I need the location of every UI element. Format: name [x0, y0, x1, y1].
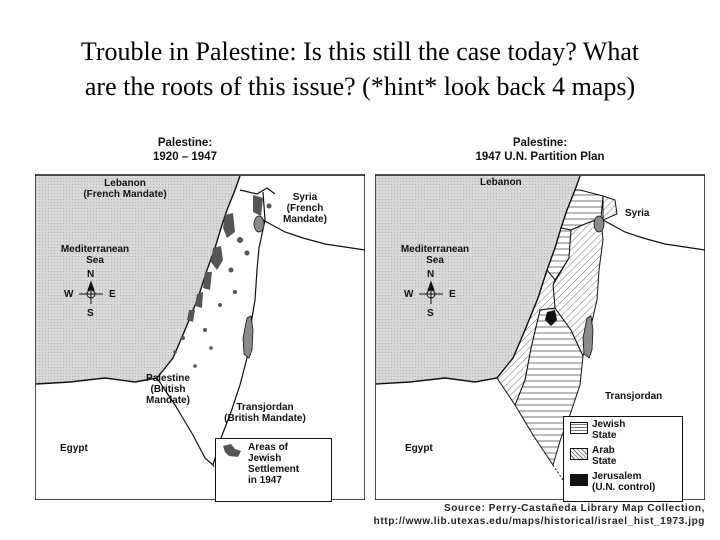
label-palestine-line3: Mandate) — [146, 395, 190, 406]
label-transjordan-line2: (British Mandate) — [224, 413, 306, 424]
label-sea-line1: Mediterranean — [400, 244, 470, 255]
label-sea-line2: Sea — [426, 255, 444, 266]
jewish-state-swatch — [570, 422, 588, 434]
arab-state-swatch — [570, 448, 588, 460]
map-left-title — [130, 136, 240, 164]
compass-s: S — [87, 308, 94, 319]
slide-title-line2: are the roots of this issue? (*hint* look back 4 maps) — [84, 72, 636, 101]
sea-of-galilee — [254, 216, 264, 232]
label-syria: Syria — [625, 208, 650, 219]
source-line1: Source: Perry-Castañeda Library Map Collection, — [443, 503, 705, 514]
label-egypt: Egypt — [405, 443, 433, 454]
legend-jewish-line2: State — [592, 430, 617, 441]
legend-line3: Settlement — [248, 464, 300, 475]
legend-jerusalem — [592, 471, 655, 493]
label-syria-line1: Syria — [292, 192, 318, 203]
label-mediterranean-sea — [385, 244, 485, 266]
label-sea-line2: Sea — [86, 255, 104, 266]
legend-jerusalem-line2: (U.N. control) — [592, 482, 656, 493]
label-lebanon: Lebanon — [480, 177, 522, 188]
label-mediterranean-sea — [45, 244, 145, 266]
compass-n: N — [87, 269, 95, 280]
map-right-legend — [563, 416, 683, 502]
map-left-title-line2: 1920 – 1947 — [153, 151, 217, 163]
map-palestine-1920-1947 — [35, 120, 365, 500]
compass-n: N — [427, 269, 435, 280]
slide-title — [20, 34, 700, 104]
legend-arab-line1: Arab — [592, 445, 615, 456]
label-palestine-line2: (British — [150, 384, 186, 395]
label-sea-line1: Mediterranean — [60, 244, 130, 255]
legend-arab-line2: State — [592, 456, 617, 467]
label-lebanon — [65, 178, 185, 200]
jerusalem-swatch — [570, 474, 588, 486]
label-syria-line3: Mandate) — [283, 214, 327, 225]
map-right-title — [425, 136, 655, 164]
map-right-title-line1: Palestine: — [512, 137, 568, 149]
label-syria-line2: (French — [286, 203, 324, 214]
map-left-title-line1: Palestine: — [157, 137, 213, 149]
label-egypt: Egypt — [60, 443, 88, 454]
label-palestine-line1: Palestine — [146, 373, 190, 384]
legend-settlement-text — [248, 442, 299, 486]
compass-e: E — [449, 289, 456, 300]
legend-jewish-state — [592, 419, 625, 441]
legend-jewish-line1: Jewish — [592, 419, 626, 430]
compass-w: W — [404, 289, 414, 300]
source-credit — [374, 502, 705, 528]
map-1947-un-partition-plan — [375, 120, 705, 500]
sea-of-galilee — [594, 216, 604, 232]
label-transjordan: Transjordan — [605, 391, 663, 402]
label-syria — [275, 192, 335, 225]
map-left-legend — [215, 438, 332, 502]
slide-title-line1: Trouble in Palestine: Is this still the case today? What — [80, 37, 640, 66]
compass-s: S — [427, 308, 434, 319]
legend-line2: Jewish — [248, 453, 282, 464]
label-palestine — [133, 373, 203, 406]
legend-arab-state — [592, 445, 616, 467]
label-lebanon-line2: (French Mandate) — [83, 189, 167, 200]
compass-e: E — [109, 289, 116, 300]
compass-w: W — [64, 289, 74, 300]
source-url: http://www.lib.utexas.edu/maps/historical/israel_hist_1973.jpg — [373, 516, 705, 527]
legend-line1: Areas of — [248, 442, 289, 453]
settlement-swatch — [221, 443, 243, 459]
legend-line4: in 1947 — [248, 475, 282, 486]
label-lebanon-line1: Lebanon — [104, 178, 146, 189]
legend-jerusalem-line1: Jerusalem — [592, 471, 642, 482]
label-transjordan-line1: Transjordan — [236, 402, 294, 413]
map-right-title-line2: 1947 U.N. Partition Plan — [475, 151, 605, 163]
label-transjordan — [205, 402, 325, 424]
